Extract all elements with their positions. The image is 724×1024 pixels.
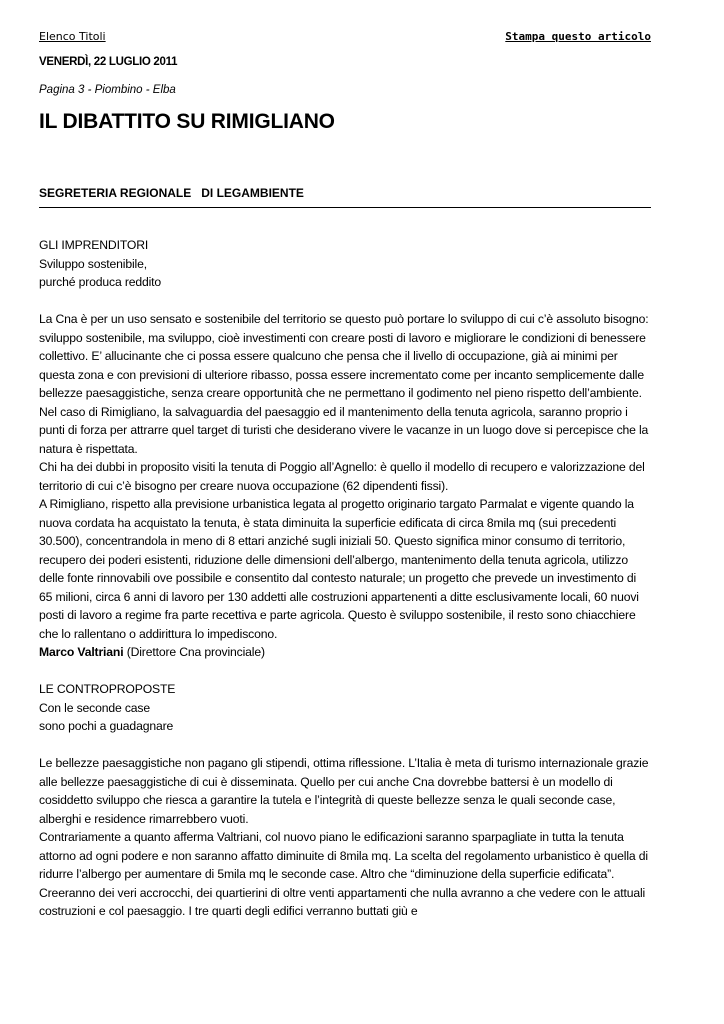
spacer: [39, 662, 651, 681]
section-kicker: LE CONTROPROPOSTE: [39, 682, 176, 696]
signature-name: Marco Valtriani: [39, 645, 124, 659]
article-body: [39, 236, 651, 921]
article-date: VENERDÌ, 22 LUGLIO 2011: [39, 56, 178, 68]
section-subtitle: sono pochi a guadagnare: [39, 719, 174, 733]
paragraph: Nel caso di Rimigliano, la salvaguardia del paesaggio ed il mantenimento della tenuta agricola, saranno proprio i punti di forza per attrarre quel target di turisti che desiderano vivere le vacanze in un luogo dove si percepisce che la natura è rispettata.: [39, 404, 649, 456]
section-kicker: GLI IMPRENDITORI: [39, 238, 149, 252]
section-subtitle: Sviluppo sostenibile,: [39, 256, 147, 271]
section-subtitle: purché produca reddito: [39, 275, 162, 289]
page-info: Pagina 3 - Piombino - Elba: [39, 84, 176, 96]
divider: [39, 207, 651, 208]
print-article-link[interactable]: Stampa questo articolo: [505, 30, 651, 43]
signature-role: (Direttore Cna provinciale): [123, 645, 265, 659]
paragraph: La Cna è per un uso sensato e sostenibile del territorio se questo può portare lo sviluppo di cui c’è assoluto bisogno: sviluppo sostenibile, ma sviluppo, cioè investimenti con creare posti di lavoro e migliorare le condizioni di benessere collettivo. E’ allucinante che ci possa essere qualcuno che pensa che il livello di occupazione, già ai minimi per questa zona e con previsioni di ulteriore ribasso, possa essere incrementato come per incanto semplicemente dalle bellezze paesaggistiche, senza creare opportunità che ne permettano il godimento nel pieno rispetto dell’ambiente.: [39, 312, 649, 400]
paragraph: Chi ha dei dubbi in proposito visiti la tenuta di Poggio all’Agnello: è quello il modello di recupero e valorizzazione del territorio di cui c’è bisogno per creare nuova occupazione (62 dipendenti fissi).: [39, 460, 645, 493]
article-title: IL DIBATTITO SU RIMIGLIANO: [39, 110, 335, 133]
top-bar: [39, 30, 651, 52]
paragraph: Contrariamente a quanto afferma Valtriani, col nuovo piano le edificazioni saranno sparpagliate in tutta la tenuta attorno ad ogni podere e non saranno affatto diminuite di 8mila mq. La scelta del regolamento urbanistico è quella di ridurre l’albergo per aumentare di 5mila mq le seconde case. Altro che “diminuzione della superficie edificata”. Creeranno dei veri accrocchi, dei quartierini di oltre venti appartamenti che nulla avranno a che vedere con le attuali costruzioni e col paesaggio. I tre quarti degli edifici verranno buttati giù e: [39, 830, 648, 918]
paragraph: Le bellezze paesaggistiche non pagano gli stipendi, ottima riflessione. L’Italia è meta di turismo internazionale grazie alle bellezze paesaggistiche di cui è disseminata. Quello per cui anche Cna dovrebbe battersi è un modello di cosiddetto sviluppo che riesca a garantire la tutela e l’integrità di queste bellezze senza le quali seconde case, alberghi e residence rimarrebbero vuoti.: [39, 756, 649, 826]
section-subtitle: Con le seconde case: [39, 700, 150, 715]
spacer: [39, 292, 651, 311]
article-page: [39, 30, 651, 921]
toc-link[interactable]: Elenco Titoli: [39, 30, 106, 43]
spacer: [39, 736, 651, 755]
signature: [39, 643, 651, 662]
paragraph: A Rimigliano, rispetto alla previsione urbanistica legata al progetto originario targato Parmalat e vigente quando la nuova cordata ha acquistato la tenuta, è stata diminuita la superficie edificata di circa 8mila mq (sui precedenti 30.500), concentrandola in meno di 8 ettari anziché sugli iniziali 50. Questo significa minor consumo di territorio, recupero dei poderi esistenti, riduzione delle dimensioni dell’albergo, mantenimento della tenuta agricola, utilizzo delle fonte rinnovabili ove possibile e consentito dal contesto naturale; un progetto che prevede un investimento di 65 milioni, circa 6 anni di lavoro per 130 addetti alle costruzioni appartenenti a ditte esclusivamente locali, 60 nuovi posti di lavoro a regime fra parte recettiva e parte agricola. Questo è sviluppo sostenibile, il resto sono chiacchiere che lo rallentano o addirittura lo impediscono.: [39, 497, 639, 641]
article-author: SEGRETERIA REGIONALE DI LEGAMBIENTE: [39, 186, 304, 200]
